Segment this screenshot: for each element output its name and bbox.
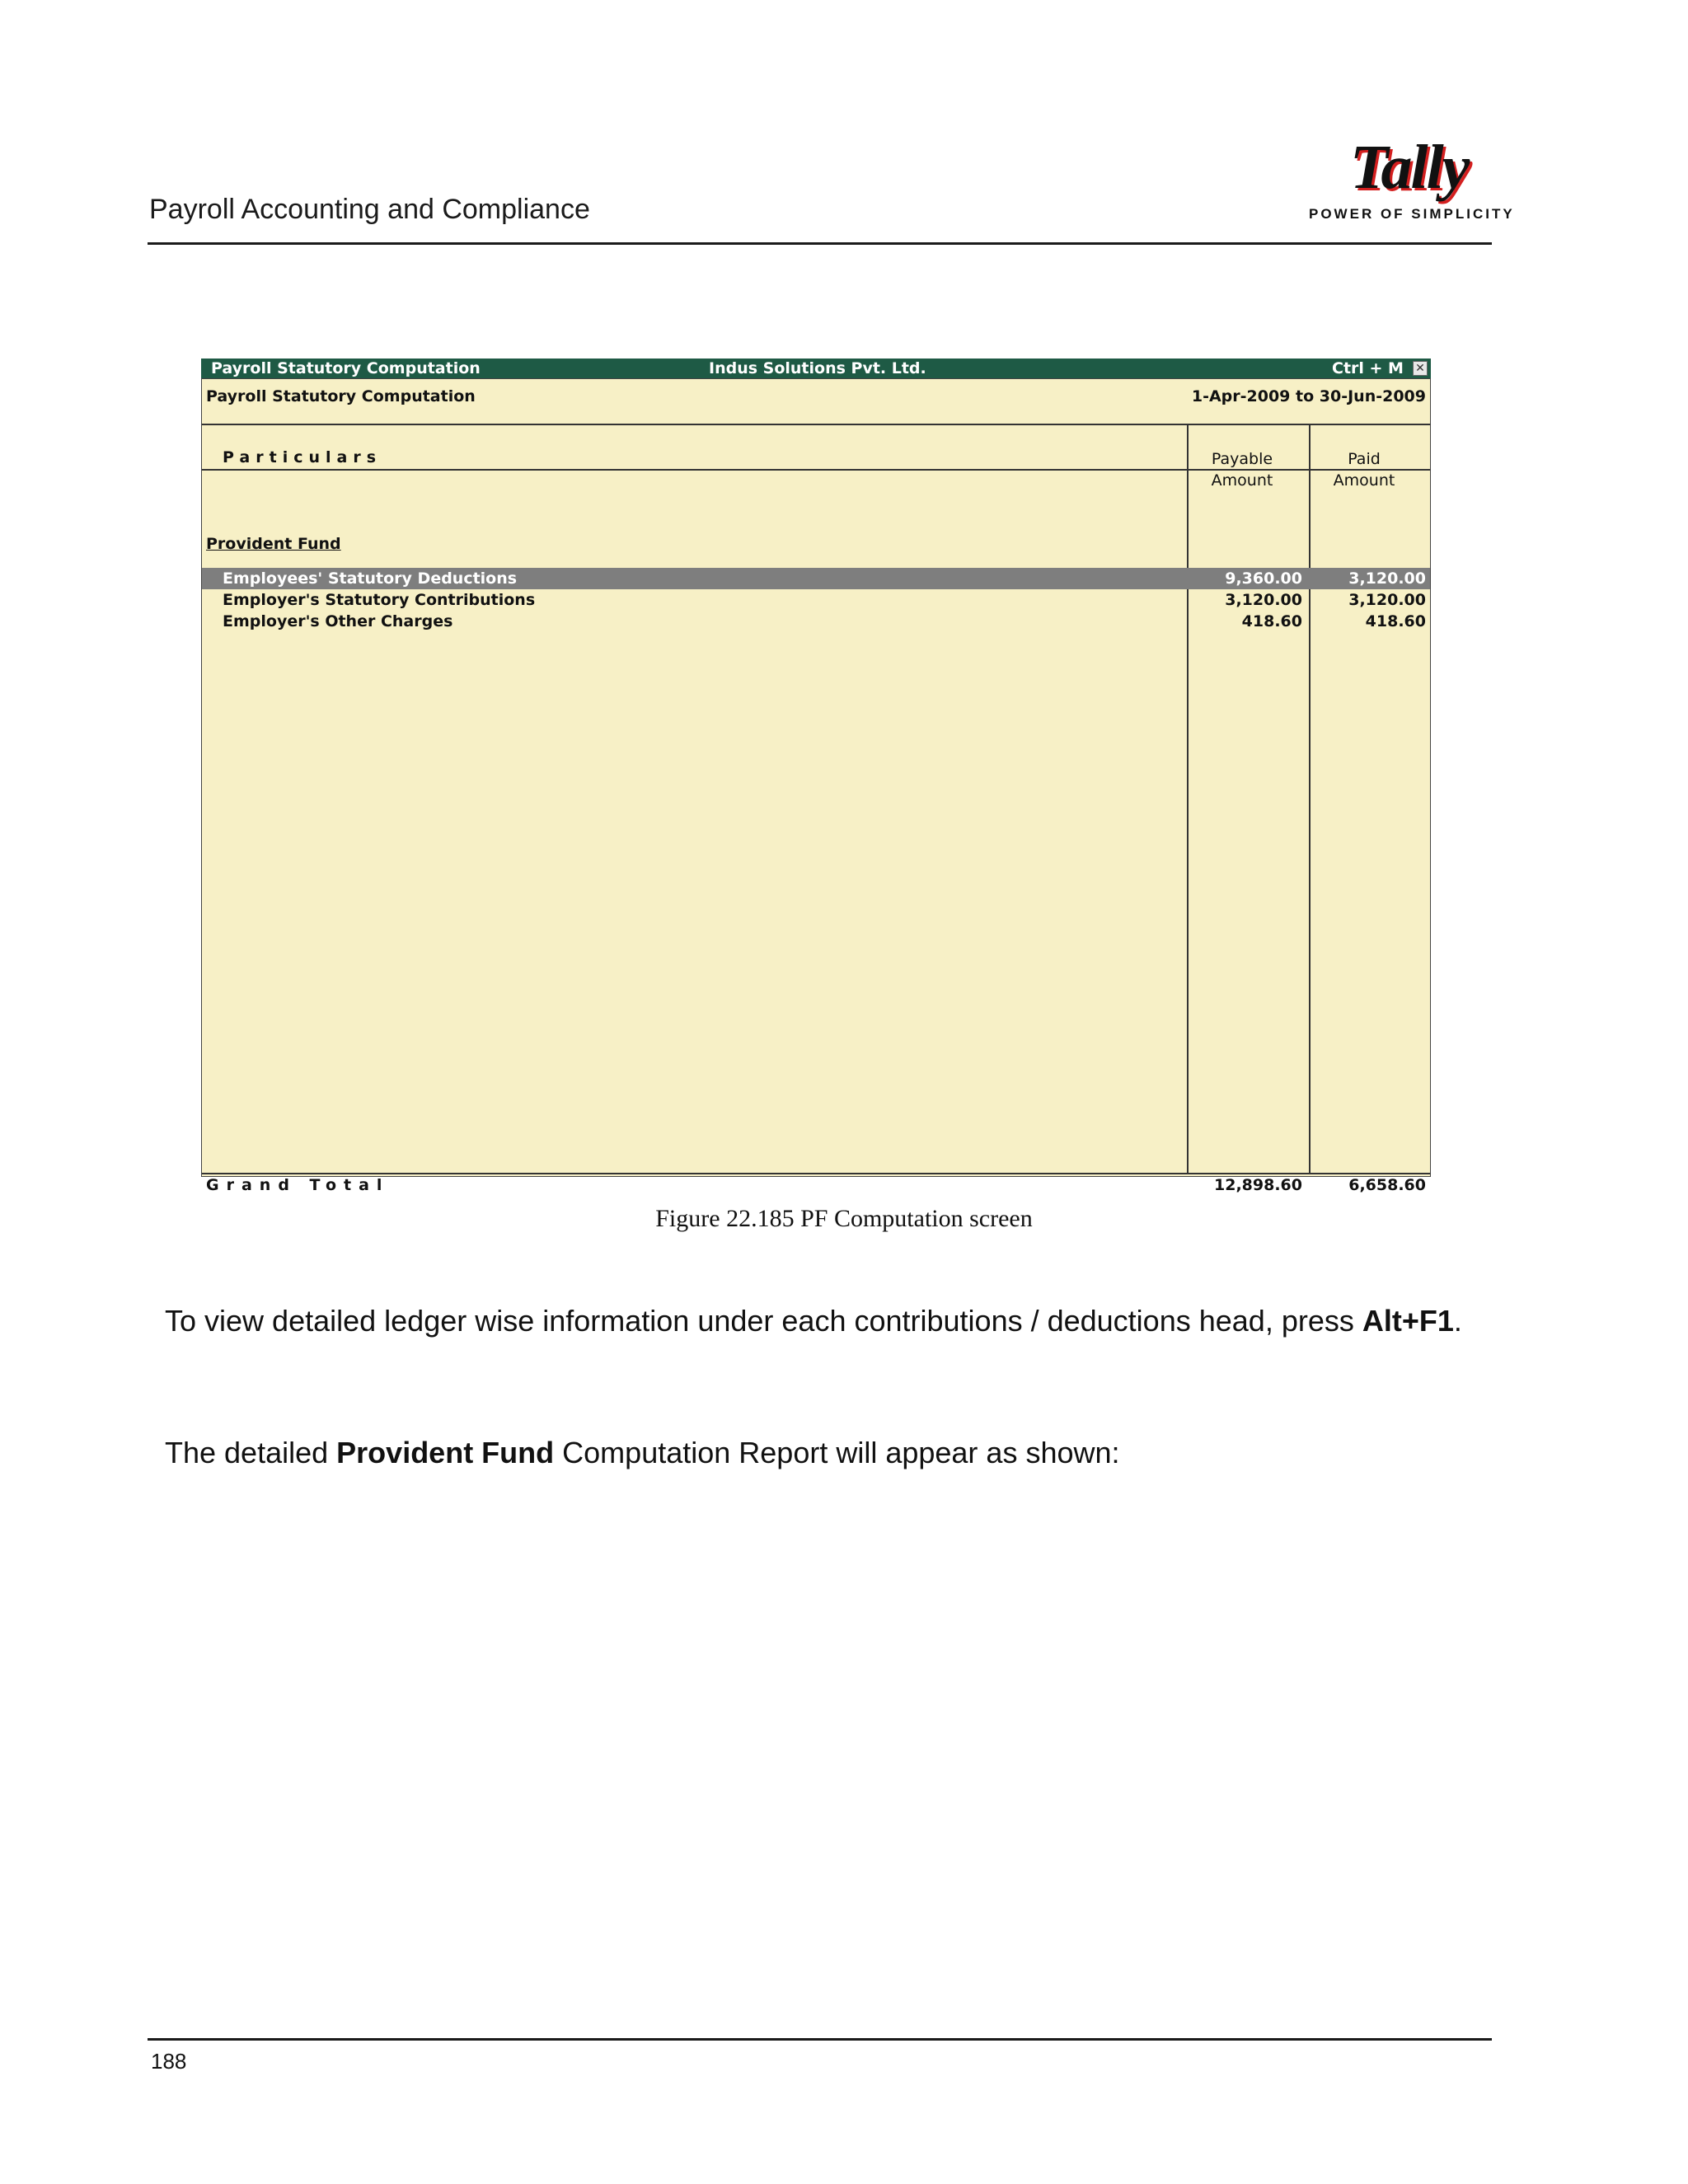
row-payable: 3,120.00: [1225, 591, 1302, 609]
page-number: 188: [151, 2049, 187, 2074]
report-name: Provident Fund: [336, 1436, 555, 1469]
grand-total-label: Grand Total: [206, 1176, 390, 1194]
logo-wordmark: Tally: [1350, 133, 1469, 202]
tally-logo: [1302, 132, 1515, 227]
column-header-payable-line1: Payable: [1211, 450, 1273, 468]
paragraph-text: The detailed: [165, 1436, 337, 1469]
close-icon[interactable]: ✕: [1413, 361, 1428, 376]
grand-total-payable: 12,898.60: [1214, 1176, 1302, 1194]
figure-caption: Figure 22.185 PF Computation screen: [655, 1205, 1033, 1232]
table-row[interactable]: [202, 568, 1430, 589]
header-divider: [202, 424, 1430, 425]
row-paid: 418.60: [1365, 612, 1426, 630]
grand-total-paid: 6,658.60: [1348, 1176, 1426, 1194]
column-header-particulars: Particulars: [223, 448, 382, 466]
grand-total-row: [202, 1174, 1430, 1196]
row-paid: 3,120.00: [1348, 591, 1426, 609]
report-body: [201, 378, 1431, 1194]
row-name: Employer's Other Charges: [223, 612, 453, 630]
row-paid: 3,120.00: [1348, 569, 1426, 588]
paragraph-text-end: Computation Report will appear as shown:: [554, 1436, 1120, 1469]
column-divider-paid: [1309, 424, 1311, 1174]
shortcut-label[interactable]: Ctrl + M: [1332, 359, 1404, 377]
paragraph-alt-f1: [165, 1304, 1465, 1338]
tally-window: [201, 359, 1431, 1194]
report-subtitle: Payroll Statutory Computation: [206, 387, 476, 405]
column-header-payable-line2: Amount: [1211, 471, 1273, 490]
column-header-paid-line1: Paid: [1348, 450, 1381, 468]
paragraph-report-intro: [165, 1436, 1465, 1470]
footer-rule: [148, 2038, 1492, 2041]
paragraph-text-end: .: [1453, 1304, 1462, 1338]
header-rule: [148, 242, 1492, 245]
row-name: Employer's Statutory Contributions: [223, 591, 536, 609]
group-provident-fund[interactable]: Provident Fund: [206, 535, 341, 553]
shortcut-key: Alt+F1: [1362, 1304, 1454, 1338]
row-payable: 418.60: [1241, 612, 1302, 630]
paragraph-text: To view detailed ledger wise information under each contributions / deductions head, press: [165, 1304, 1354, 1338]
column-header-paid-line2: Amount: [1333, 471, 1395, 490]
table-row[interactable]: [202, 611, 1430, 632]
window-titlebar: [201, 359, 1431, 378]
column-header-divider: [202, 469, 1430, 471]
row-name: Employees' Statutory Deductions: [223, 569, 518, 588]
column-divider-payable: [1187, 424, 1189, 1174]
company-name: Indus Solutions Pvt. Ltd.: [709, 359, 926, 377]
table-row[interactable]: [202, 589, 1430, 611]
logo-tagline: POWER OF SIMPLICITY: [1309, 206, 1515, 222]
page-header-title: Payroll Accounting and Compliance: [149, 194, 590, 225]
row-payable: 9,360.00: [1225, 569, 1302, 588]
window-title: Payroll Statutory Computation: [211, 359, 481, 377]
report-period[interactable]: 1-Apr-2009 to 30-Jun-2009: [1191, 387, 1426, 405]
